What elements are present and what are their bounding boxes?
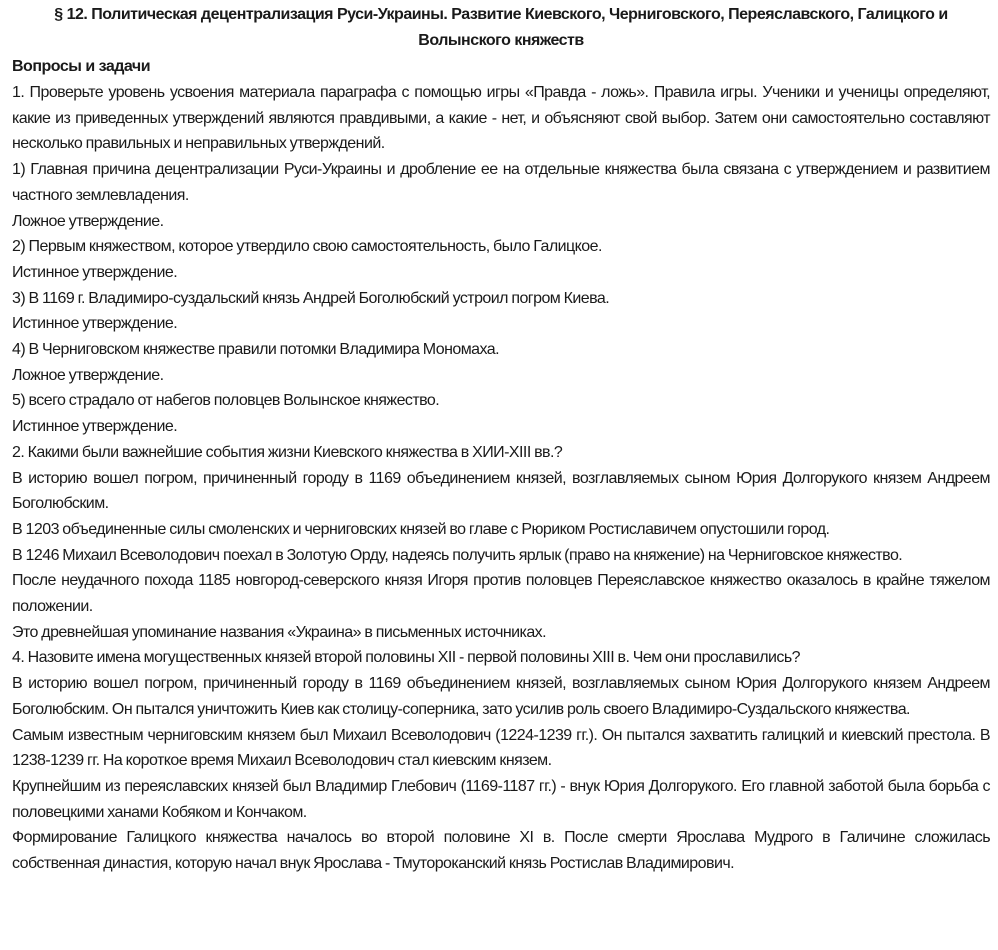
document-body [12,80,990,877]
paragraph: 1) Главная причина децентрализации Руси-Украины и дробление ее на отдельные княжества была связана с утверждением и развитием частного землевладения. [12,161,990,204]
paragraph: Ложное утверждение. [12,366,164,384]
paragraph: В историю вошел погром, причиненный городу в 1169 объединением князей, возглавляемых сыном Юрия Долгорукого князем Андреем Боголюбским. [12,469,990,513]
paragraph: 2. Какими были важнейшие события жизни Киевского княжества в ХИИ-XIII вв.? [12,443,563,461]
paragraph: После неудачного похода 1185 новгород-северского князя Игоря против половцев Переяславское княжество оказалось в крайне тяжелом положении. [12,572,990,616]
paragraph: Истинное утверждение. [12,263,178,281]
paragraph: В 1203 объединенные силы смоленских и черниговских князей во главе с Рюриком Ростиславичем опустошили город. [12,520,830,538]
paragraph: Самым известным черниговским князем был Михаил Всеволодович (1224-1239 гг.). Он пытался захватить галицкий и киевский престола. В 1238-1239 гг. На короткое время Михаил Всеволодович стал киевским князем. [12,726,990,770]
paragraph: 2) Первым княжеством, которое утвердило свою самостоятельность, было Галицкое. [12,238,602,256]
paragraph: В историю вошел погром, причиненный городу в 1169 объединением князей, возглавляемых сыном Юрия Долгорукого князем Андреем Боголюбским. Он пытался уничтожить Киев как столицу-соперника, зато усилив роль своего Владимиро-Суздальского княжества. [12,675,990,718]
paragraph: Истинное утверждение. [12,315,178,333]
paragraph: Крупнейшим из переяславских князей был Владимир Глебович (1169-1187 гг.) - внук Юрия Долгорукого. Его главной заботой была борьба с половецкими ханами Кобяком и Кончаком. [12,777,990,821]
paragraph: 4) В Черниговском княжестве правили потомки Владимира Мономаха. [12,341,500,359]
paragraph: Это древнейшая упоминание названия «Украина» в письменных источниках. [12,623,547,641]
paragraph: 1. Проверьте уровень усвоения материала параграфа с помощью игры «Правда - ложь». Правила игры. Ученики и ученицы определяют, какие из приведенных утверждений являются правдивыми, а какие - нет, и объясняют свой выбор. Затем они самостоятельно составляют несколько правильных и неправильных утверждений. [12,84,990,153]
page-title: § 12. Политическая децентрализация Руси-Украины. Развитие Киевского, Черниговского, Переяславского, Галицкого и Волынского княжеств [54,6,948,49]
paragraph: В 1246 Михаил Всеволодович поехал в Золотую Орду, надеясь получить ярлык (право на княжение) на Черниговское княжество. [12,546,903,564]
paragraph: 4. Назовите имена могущественных князей второй половины XII - первой половины XIII в. Чем они прославились? [12,649,800,667]
paragraph: Формирование Галицкого княжества началось во второй половине XI в. После смерти Ярослава Мудрого в Галичине сложилась собственная династия, которую начал внук Ярослава - Тмутороканский князь Ростислав Владимирович. [12,829,990,873]
paragraph: 3) В 1169 г. Владимиро-суздальский князь Андрей Боголюбский устроил погром Киева. [12,289,610,307]
paragraph: Истинное утверждение. [12,418,178,436]
paragraph: Ложное утверждение. [12,212,164,230]
section-heading: Вопросы и задачи [12,58,151,75]
paragraph: 5) всего страдало от набегов половцев Волынское княжество. [12,392,440,410]
